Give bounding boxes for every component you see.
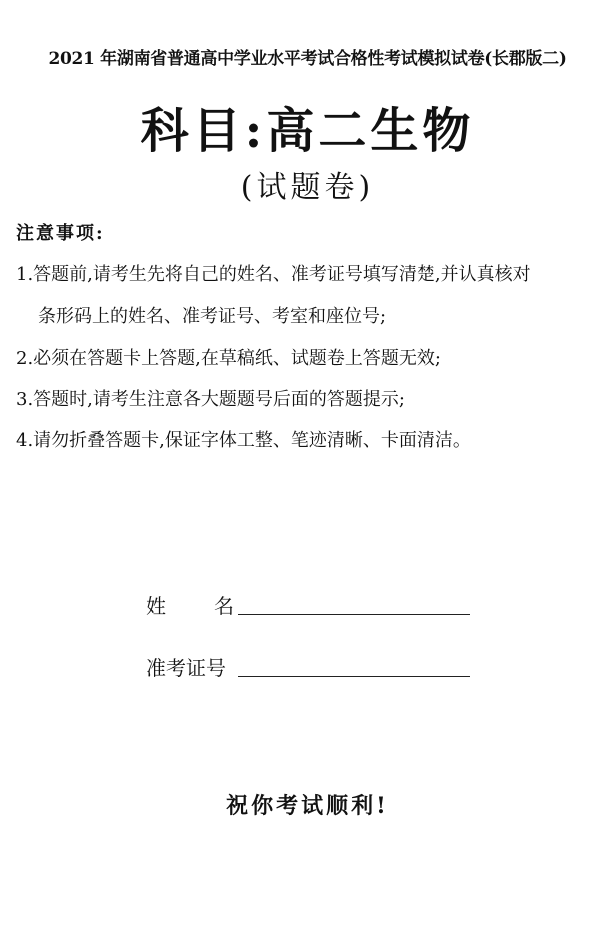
subject-title: 科目:高二生物 xyxy=(140,103,475,159)
notice-heading: 注意事项: xyxy=(16,223,105,244)
exam-id-field-label: 准考证号 xyxy=(146,656,226,680)
exam-id-blank-line xyxy=(238,676,470,677)
notice-item-2: 2.必须在答题卡上答题,在草稿纸、试题卷上答题无效; xyxy=(16,348,441,369)
notice-item-1-line-2: 条形码上的姓名、准考证号、考室和座位号; xyxy=(38,306,387,327)
exam-title: 2021 年湖南省普通高中学业水平考试合格性考试模拟试卷(长郡版二) xyxy=(48,49,567,69)
paper-type-label: (试题卷) xyxy=(240,170,375,205)
notice-item-1-line-1: 1.答题前,请考生先将自己的姓名、准考证号填写清楚,并认真核对 xyxy=(16,264,531,285)
closing-wish: 祝你考试顺利! xyxy=(226,793,389,819)
notice-item-4: 4.请勿折叠答题卡,保证字体工整、笔迹清晰、卡面清洁。 xyxy=(16,430,471,451)
name-field-label: 姓名 xyxy=(146,594,282,618)
name-blank-line xyxy=(238,614,470,615)
notice-item-3: 3.答题时,请考生注意各大题题号后面的答题提示; xyxy=(16,389,405,410)
